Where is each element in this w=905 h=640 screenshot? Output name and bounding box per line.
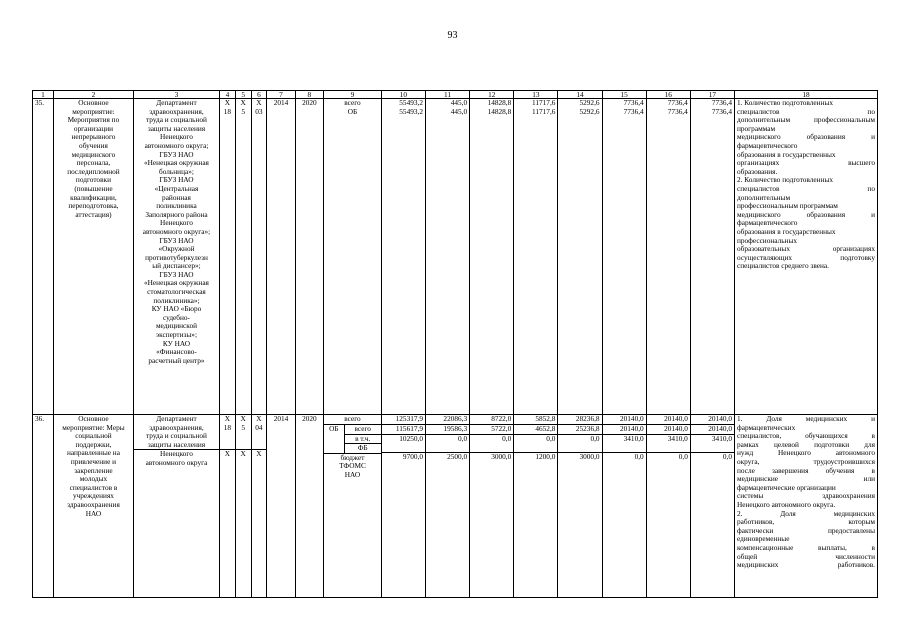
col-number: 12 bbox=[470, 91, 514, 99]
funding-source-breakdown bbox=[324, 415, 381, 480]
col-number: 13 bbox=[514, 91, 558, 99]
source-incl: в т.ч. bbox=[344, 434, 381, 444]
executor: Департамент здравоохранения, труда и социальной защиты населения Ненецкого автономного округа bbox=[133, 415, 219, 598]
amount-cell: 445,0 445,0 bbox=[426, 99, 470, 415]
amount-cell: 7736,4 7736,4 bbox=[690, 99, 734, 415]
col-number: 3 bbox=[133, 91, 219, 99]
code-cell: X 5 bbox=[235, 99, 251, 415]
source-fb: ФБ bbox=[344, 444, 381, 454]
amount-cell: 7736,4 7736,4 bbox=[646, 99, 690, 415]
start-year: 2014 bbox=[267, 415, 295, 598]
funding-source bbox=[324, 415, 382, 598]
col-number: 18 bbox=[734, 91, 877, 99]
code-cell: X 18 X bbox=[220, 415, 236, 598]
column-numbers-row bbox=[33, 91, 878, 99]
amount-cell: 7736,4 7736,4 bbox=[602, 99, 646, 415]
table-row bbox=[33, 415, 878, 598]
amount-cell: 20140,0 20140,0 3410,0 0,0 bbox=[602, 415, 646, 598]
col-number: 5 bbox=[235, 91, 251, 99]
amount-cell: 125317,9 115617,9 10250,0 9700,0 bbox=[381, 415, 425, 598]
col-number: 8 bbox=[295, 91, 323, 99]
source-budget: бюджет ТФОМС НАО bbox=[339, 453, 366, 479]
table-row bbox=[33, 99, 878, 415]
amount-cell: 55493,2 55493,2 bbox=[381, 99, 425, 415]
amount-cell: 11717,6 11717,6 bbox=[514, 99, 558, 415]
col-number: 9 bbox=[324, 91, 382, 99]
source-ob-total: всего bbox=[344, 425, 381, 435]
amount-cell: 5852,8 4652,8 0,0 1200,0 bbox=[514, 415, 558, 598]
end-year: 2020 bbox=[295, 99, 323, 415]
measure-name: Основное мероприятие: Мероприятия по организации непрерывного обучения медицинского персонала, последипломной подготовки (повышение квалификации, переподготовка, аттестация) bbox=[54, 99, 134, 415]
col-number: 2 bbox=[54, 91, 134, 99]
col-number: 11 bbox=[426, 91, 470, 99]
end-year: 2020 bbox=[295, 415, 323, 598]
page-number: 93 bbox=[447, 30, 458, 41]
code-cell: X 5 X bbox=[235, 415, 251, 598]
col-number: 6 bbox=[251, 91, 267, 99]
measure-name: Основное мероприятие: Меры социальной поддержки, направленные на привлечение и закрепление молодых специалистов в учреждениях здравоохранения НАО bbox=[54, 415, 134, 598]
row-number: 36. bbox=[33, 415, 54, 598]
col-number: 4 bbox=[220, 91, 236, 99]
col-number: 7 bbox=[267, 91, 295, 99]
code-cell: X 04 X bbox=[251, 415, 267, 598]
amount-cell: 14828,8 14828,8 bbox=[470, 99, 514, 415]
amount-cell: 20140,0 20140,0 3410,0 0,0 bbox=[690, 415, 734, 598]
amount-cell: 20140,0 20140,0 3410,0 0,0 bbox=[646, 415, 690, 598]
amount-cell: 8722,0 5722,0 0,0 3000,0 bbox=[470, 415, 514, 598]
amount-cell: 5292,6 5292,6 bbox=[558, 99, 602, 415]
target-indicators: 1. Количество подготовленных специалистов по дополнительным профессиональным программам медицинского образования и фармацевтического образования в государственных организациях высшего образования. 2. Количество подготовленных специалистов по дополнительным профессиональным программам медицинского образования и фармацевтического образования в государственных профессиональных образовательных организациях осуществляющих подготовку специалистов среднего звена. bbox=[734, 99, 877, 415]
row-number: 35. bbox=[33, 99, 54, 415]
start-year: 2014 bbox=[267, 99, 295, 415]
col-number: 10 bbox=[381, 91, 425, 99]
code-cell: X 03 bbox=[251, 99, 267, 415]
executor: Департамент здравоохранения, труда и социальной защиты населения Ненецкого автономного округа; ГБУЗ НАО «Ненецкая окружная больница»; ГБУЗ НАО «Центральная районная поликлиника Заполярного района Ненецкого автономного округа»; ГБУЗ НАО «Окружной противотуберкулезн ый диспансер»; ГБУЗ НАО «Ненецкая окружная стоматологическая поликлиника»; КУ НАО «Бюро судебно- медицинской экспертизы»; КУ НАО «Финансово- расчетный центр» bbox=[133, 99, 219, 415]
col-number: 14 bbox=[558, 91, 602, 99]
source-total: всего bbox=[324, 415, 381, 425]
program-table bbox=[32, 90, 878, 598]
funding-source: всего ОБ bbox=[324, 99, 382, 415]
col-number: 15 bbox=[602, 91, 646, 99]
amount-cell: 28236,8 25236,8 0,0 3000,0 bbox=[558, 415, 602, 598]
code-cell: X 18 bbox=[220, 99, 236, 415]
col-number: 16 bbox=[646, 91, 690, 99]
col-number: 1 bbox=[33, 91, 54, 99]
col-number: 17 bbox=[690, 91, 734, 99]
source-ob: ОБ bbox=[324, 425, 344, 454]
target-indicators: 1. Доля медицинских и фармацевтических специалистов, обучающихся в рамках целевой подготовки для нужд Ненецкого автономного округа, трудоустроившихся после завершения обучения в медицинские или фармацевтические организации системы здравоохранения Ненецкого автономного округа. 2. Доля медицинских работников, которым фактически предоставлены единовременные компенсационные выплаты, в общей численности медицинских работников. bbox=[734, 415, 877, 598]
amount-cell: 22086,3 19586,3 0,0 2500,0 bbox=[426, 415, 470, 598]
